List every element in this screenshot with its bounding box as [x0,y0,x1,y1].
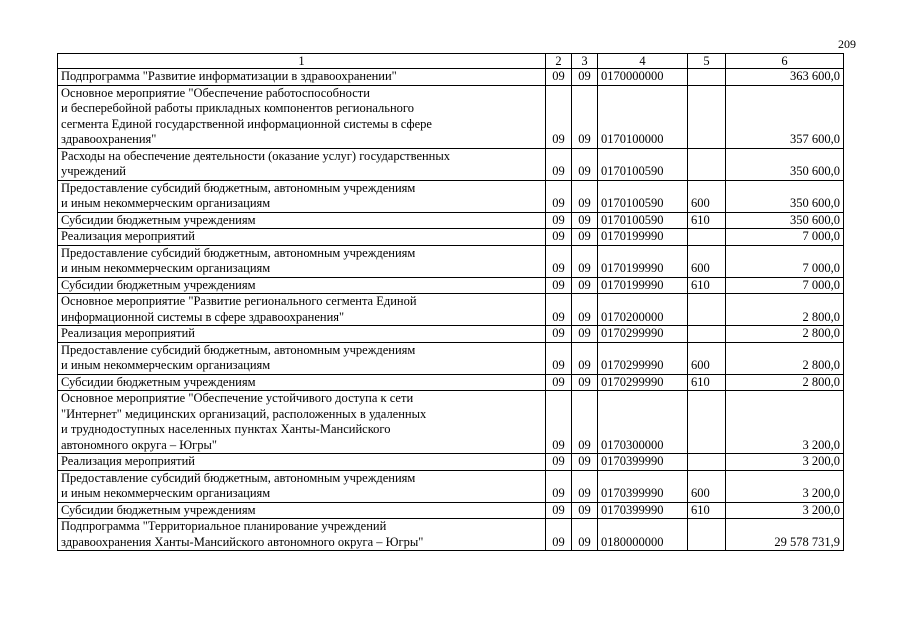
cell-name: Основное мероприятие "Обеспечение работоспособности и бесперебойной работы прикладных компонентов регионального сегмента Единой государственной информационной системы в сфере здравоохранения" [58,85,546,148]
cell-subsection: 09 [572,148,598,180]
table-row [58,374,844,391]
cell-section: 09 [546,454,572,471]
cell-amount: 3 200,0 [726,391,844,454]
cell-amount: 3 200,0 [726,470,844,502]
cell-subsection: 09 [572,212,598,229]
table-row [58,342,844,374]
table-row [58,85,844,148]
cell-subsection: 09 [572,85,598,148]
cell-name: Реализация мероприятий [58,229,546,246]
cell-expense-type: 610 [688,277,726,294]
cell-expense-type [688,85,726,148]
cell-subsection: 09 [572,180,598,212]
cell-subsection: 09 [572,229,598,246]
cell-name: Предоставление субсидий бюджетным, автономным учреждениям и иным некоммерческим организациям [58,245,546,277]
cell-target-article: 0170399990 [598,470,688,502]
cell-target-article: 0170399990 [598,454,688,471]
cell-target-article: 0170199990 [598,245,688,277]
cell-subsection: 09 [572,294,598,326]
cell-subsection: 09 [572,519,598,551]
table-row [58,277,844,294]
cell-name: Основное мероприятие "Обеспечение устойчивого доступа к сети "Интернет" медицинских организаций, расположенных в удаленных и труднодоступных населенных пунктах Ханты-Мансийского автономного округа – Югры" [58,391,546,454]
cell-target-article: 0170100590 [598,212,688,229]
cell-subsection: 09 [572,277,598,294]
cell-amount: 3 200,0 [726,502,844,519]
cell-subsection: 09 [572,326,598,343]
cell-section: 09 [546,69,572,86]
cell-expense-type [688,454,726,471]
cell-subsection: 09 [572,391,598,454]
header-cell-target-article: 4 [598,54,688,69]
cell-expense-type: 600 [688,180,726,212]
cell-subsection: 09 [572,342,598,374]
cell-amount: 2 800,0 [726,342,844,374]
cell-name: Предоставление субсидий бюджетным, автономным учреждениям и иным некоммерческим организациям [58,470,546,502]
cell-expense-type [688,294,726,326]
cell-section: 09 [546,502,572,519]
cell-subsection: 09 [572,470,598,502]
cell-section: 09 [546,212,572,229]
table-row [58,180,844,212]
cell-expense-type [688,519,726,551]
table-row [58,245,844,277]
table-row [58,294,844,326]
cell-name: Субсидии бюджетным учреждениям [58,502,546,519]
cell-name: Предоставление субсидий бюджетным, автономным учреждениям и иным некоммерческим организациям [58,180,546,212]
cell-expense-type [688,148,726,180]
cell-amount: 3 200,0 [726,454,844,471]
cell-target-article: 0170199990 [598,277,688,294]
cell-target-article: 0170399990 [598,502,688,519]
cell-amount: 7 000,0 [726,245,844,277]
cell-amount: 2 800,0 [726,326,844,343]
cell-section: 09 [546,85,572,148]
table-row [58,69,844,86]
cell-amount: 2 800,0 [726,294,844,326]
cell-name: Субсидии бюджетным учреждениям [58,277,546,294]
cell-name: Подпрограмма "Территориальное планирование учреждений здравоохранения Ханты-Мансийского автономного округа – Югры" [58,519,546,551]
cell-name: Предоставление субсидий бюджетным, автономным учреждениям и иным некоммерческим организациям [58,342,546,374]
table-row [58,229,844,246]
header-cell-section: 2 [546,54,572,69]
cell-amount: 2 800,0 [726,374,844,391]
cell-section: 09 [546,342,572,374]
cell-subsection: 09 [572,502,598,519]
table-body [58,69,844,551]
cell-amount: 350 600,0 [726,212,844,229]
header-cell-expense-type: 5 [688,54,726,69]
cell-name: Реализация мероприятий [58,326,546,343]
cell-expense-type [688,326,726,343]
cell-section: 09 [546,148,572,180]
table-row [58,519,844,551]
cell-subsection: 09 [572,454,598,471]
cell-target-article: 0170000000 [598,69,688,86]
cell-target-article: 0170100590 [598,180,688,212]
cell-target-article: 0170299990 [598,326,688,343]
cell-subsection: 09 [572,374,598,391]
cell-expense-type: 610 [688,502,726,519]
cell-section: 09 [546,245,572,277]
table-row [58,391,844,454]
cell-expense-type: 610 [688,374,726,391]
table-row [58,148,844,180]
cell-target-article: 0170100000 [598,85,688,148]
cell-target-article: 0170199990 [598,229,688,246]
cell-section: 09 [546,277,572,294]
cell-section: 09 [546,374,572,391]
cell-section: 09 [546,294,572,326]
cell-amount: 29 578 731,9 [726,519,844,551]
table-row [58,326,844,343]
cell-target-article: 0170100590 [598,148,688,180]
cell-section: 09 [546,326,572,343]
budget-table [57,53,844,551]
cell-expense-type [688,229,726,246]
cell-amount: 350 600,0 [726,180,844,212]
cell-target-article: 0180000000 [598,519,688,551]
cell-amount: 7 000,0 [726,277,844,294]
cell-expense-type: 600 [688,470,726,502]
cell-name: Основное мероприятие "Развитие регионального сегмента Единой информационной системы в сфере здравоохранения" [58,294,546,326]
header-cell-subsection: 3 [572,54,598,69]
cell-expense-type [688,391,726,454]
table-row [58,212,844,229]
cell-target-article: 0170299990 [598,374,688,391]
cell-amount: 363 600,0 [726,69,844,86]
cell-amount: 357 600,0 [726,85,844,148]
cell-section: 09 [546,519,572,551]
cell-name: Подпрограмма "Развитие информатизации в здравоохранении" [58,69,546,86]
cell-amount: 7 000,0 [726,229,844,246]
cell-name: Реализация мероприятий [58,454,546,471]
cell-name: Субсидии бюджетным учреждениям [58,212,546,229]
cell-expense-type: 610 [688,212,726,229]
cell-target-article: 0170200000 [598,294,688,326]
table-row [58,470,844,502]
cell-expense-type: 600 [688,245,726,277]
header-cell-name: 1 [58,54,546,69]
cell-target-article: 0170300000 [598,391,688,454]
header-cell-amount: 6 [726,54,844,69]
cell-section: 09 [546,470,572,502]
cell-name: Расходы на обеспечение деятельности (оказание услуг) государственных учреждений [58,148,546,180]
table-row [58,454,844,471]
cell-expense-type: 600 [688,342,726,374]
cell-section: 09 [546,180,572,212]
header-row [58,54,844,69]
table-row [58,502,844,519]
cell-expense-type [688,69,726,86]
cell-section: 09 [546,391,572,454]
cell-subsection: 09 [572,245,598,277]
cell-subsection: 09 [572,69,598,86]
cell-target-article: 0170299990 [598,342,688,374]
page-number: 209 [838,37,856,51]
cell-name: Субсидии бюджетным учреждениям [58,374,546,391]
cell-section: 09 [546,229,572,246]
cell-amount: 350 600,0 [726,148,844,180]
